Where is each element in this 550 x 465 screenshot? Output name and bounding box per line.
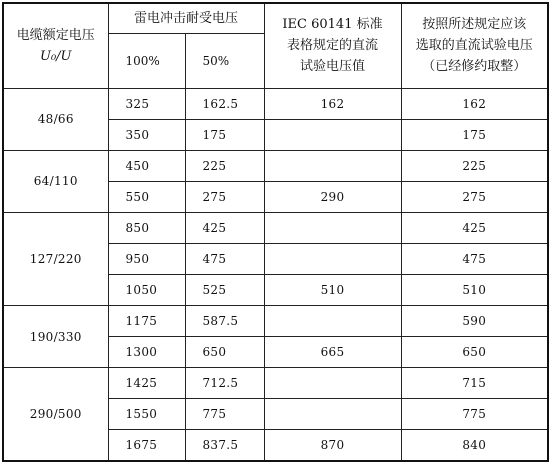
iec-value-cell: 162 — [264, 88, 401, 119]
iec-value-cell — [264, 399, 401, 430]
header-selected-line2: 选取的直流试验电压 — [415, 38, 533, 54]
header-selected-value — [401, 3, 548, 88]
header-selected-line3: （已经修约取整） — [422, 59, 527, 75]
header-impulse-100-label: 100% — [125, 53, 160, 68]
selected-value-cell: 475 — [401, 243, 548, 274]
impulse-50-cell: 650 — [185, 337, 264, 368]
impulse-100-cell: 325 — [108, 88, 185, 119]
selected-value-cell: 162 — [401, 88, 548, 119]
impulse-50-cell: 525 — [185, 274, 264, 305]
selected-value-cell: 775 — [401, 399, 548, 430]
rated-voltage-cell: 190/330 — [3, 306, 108, 368]
impulse-100-cell: 450 — [108, 150, 185, 181]
impulse-50-cell: 775 — [185, 399, 264, 430]
impulse-100-cell: 1550 — [108, 399, 185, 430]
impulse-100-cell: 1425 — [108, 368, 185, 399]
impulse-100-cell: 1175 — [108, 306, 185, 337]
iec-value-cell — [264, 306, 401, 337]
header-iec-value — [264, 3, 401, 88]
header-iec-line3: 试验电压值 — [300, 59, 366, 75]
rated-voltage-cell: 48/66 — [3, 88, 108, 150]
header-impulse-50-label: 50% — [202, 53, 230, 68]
impulse-50-cell: 162.5 — [185, 88, 264, 119]
table-frame — [2, 2, 547, 462]
header-iec-line2: 表格规定的直流 — [287, 38, 379, 54]
selected-value-cell: 225 — [401, 150, 548, 181]
selected-value-cell: 175 — [401, 119, 548, 150]
impulse-100-cell: 1050 — [108, 274, 185, 305]
impulse-50-cell: 712.5 — [185, 368, 264, 399]
selected-value-cell: 275 — [401, 181, 548, 212]
impulse-50-cell: 837.5 — [185, 430, 264, 461]
header-iec-line1: IEC 60141 标准 — [282, 17, 383, 33]
selected-value-cell: 715 — [401, 368, 548, 399]
impulse-50-cell: 425 — [185, 212, 264, 243]
selected-value-cell: 425 — [401, 212, 548, 243]
iec-value-cell — [264, 150, 401, 181]
selected-value-cell: 650 — [401, 337, 548, 368]
iec-value-cell — [264, 243, 401, 274]
iec-value-cell: 510 — [264, 274, 401, 305]
iec-value-cell — [264, 119, 401, 150]
selected-value-cell: 510 — [401, 274, 548, 305]
impulse-50-cell: 175 — [185, 119, 264, 150]
rated-voltage-cell: 127/220 — [3, 212, 108, 305]
iec-value-cell: 665 — [264, 337, 401, 368]
selected-value-cell: 840 — [401, 430, 548, 461]
iec-value-cell — [264, 212, 401, 243]
impulse-100-cell: 550 — [108, 181, 185, 212]
selected-value-cell: 590 — [401, 306, 548, 337]
header-impulse-withstand-label: 雷电冲击耐受电压 — [134, 10, 239, 26]
iec-value-cell: 870 — [264, 430, 401, 461]
impulse-50-cell: 587.5 — [185, 306, 264, 337]
header-rated-voltage-label: 电缆额定电压 — [16, 27, 95, 43]
iec-value-cell: 290 — [264, 181, 401, 212]
header-impulse-100 — [108, 33, 185, 88]
impulse-100-cell: 850 — [108, 212, 185, 243]
impulse-100-cell: 350 — [108, 119, 185, 150]
iec-value-cell — [264, 368, 401, 399]
impulse-100-cell: 950 — [108, 243, 185, 274]
impulse-50-cell: 225 — [185, 150, 264, 181]
impulse-50-cell: 275 — [185, 181, 264, 212]
impulse-100-cell: 1300 — [108, 337, 185, 368]
header-impulse-withstand — [108, 3, 264, 33]
rated-voltage-cell: 290/500 — [3, 368, 108, 461]
header-rated-voltage — [3, 3, 108, 88]
impulse-50-cell: 475 — [185, 243, 264, 274]
impulse-100-cell: 1675 — [108, 430, 185, 461]
header-selected-line1: 按照所述规定应该 — [422, 17, 527, 33]
dc-test-voltage-table — [2, 2, 549, 462]
header-impulse-50 — [185, 33, 264, 88]
header-rated-voltage-symbol: U₀/U — [39, 48, 72, 64]
rated-voltage-cell: 64/110 — [3, 150, 108, 212]
